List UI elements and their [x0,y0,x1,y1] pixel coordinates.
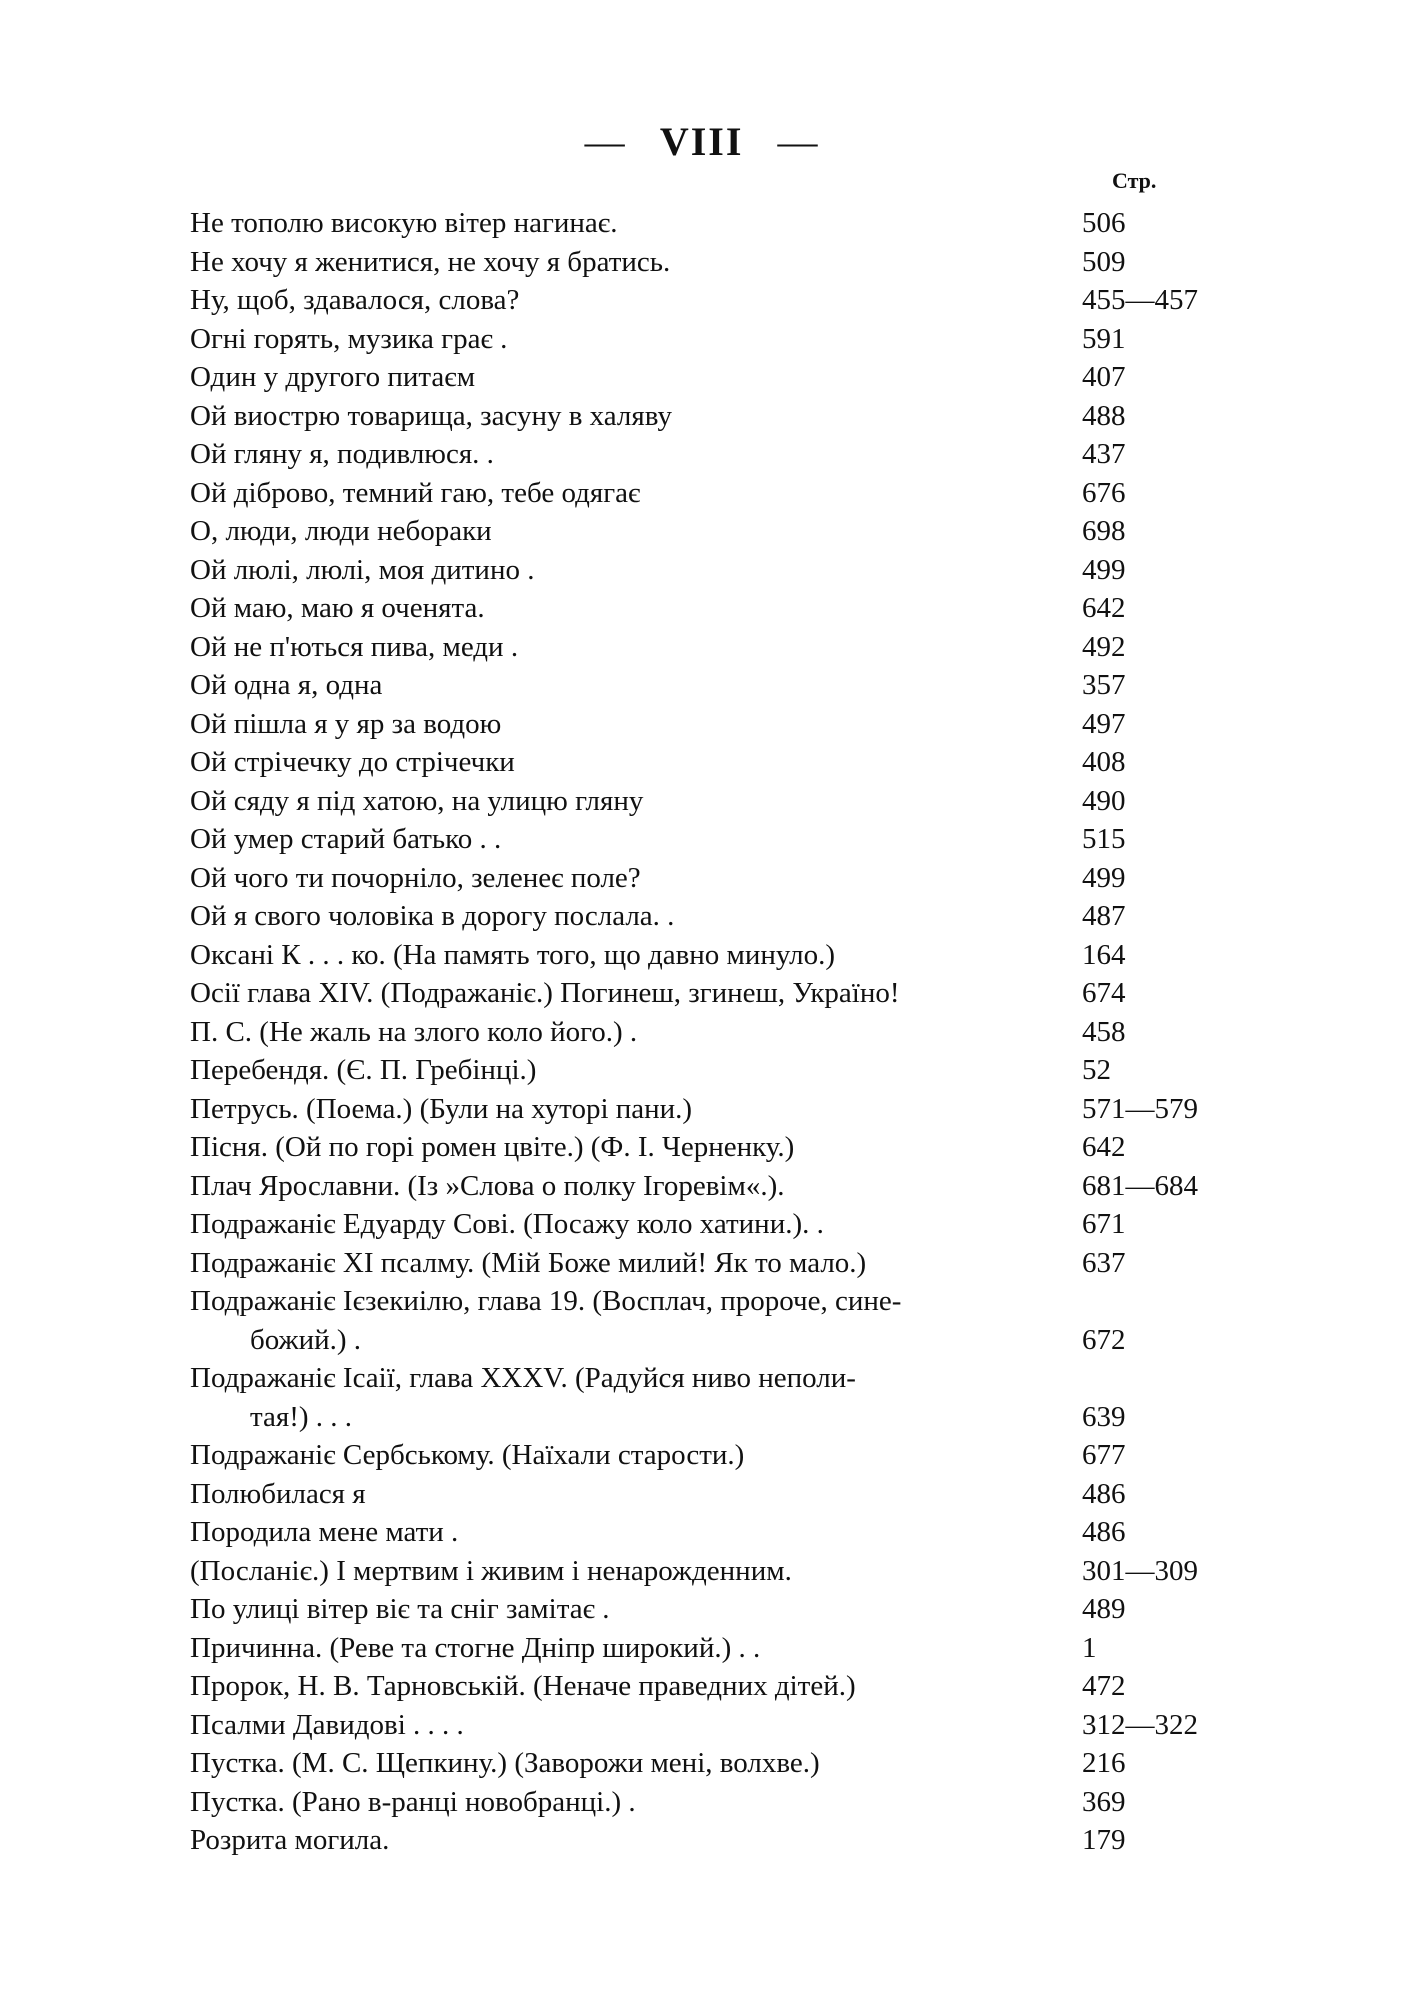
toc-entry-page-number: 407 [1082,361,1126,393]
toc-entry-page-number: 301—309 [1082,1554,1198,1587]
toc-entry-title-text: Один у другого питаєм [190,361,476,393]
toc-entry-title-text: Пустка. (М. С. Щепкину.) (Заворожи мені, волхве.) [190,1747,820,1779]
toc-entry-title-text: Пісня. (Ой по горі ромен цвіте.) (Ф. І. Черненку.) [190,1131,795,1163]
toc-entry-page-number: 455—457 [1082,284,1198,316]
toc-entry [190,666,1220,705]
table-of-contents [190,204,1220,1860]
toc-entry-title [190,474,1070,513]
toc-entry-title [190,1282,1070,1359]
toc-entry-page-number: 637 [1082,1246,1126,1279]
toc-entry-title-text: Огні горять, музика грає . [190,322,508,355]
toc-entry-title-text: Ой маю, маю я оченята. [190,592,485,624]
toc-entry-page-number: 698 [1082,515,1126,547]
toc-entry [190,1436,1220,1475]
toc-entry [190,1051,1220,1090]
page-column-heading: Стр. [1112,168,1157,193]
toc-entry-title [190,743,1070,782]
toc-entry-title-text: Ой умер старий батько . . [190,823,502,855]
toc-entry-page-number: 486 [1082,1516,1126,1548]
toc-entry-title-text: Плач Ярославни. (Із »Слова о полку Ігоревім«.). [190,1169,785,1202]
toc-entry-title [190,243,1070,282]
toc-entry-title-continuation: божий.) . [250,1323,362,1356]
toc-entry-page-number: 487 [1082,900,1126,932]
page-numeral: VIII [659,119,744,164]
toc-entry-title [190,1667,1070,1706]
toc-entry-page-number: 642 [1082,592,1126,624]
toc-entry-title-text: Ой стрічечку до стрічечки [190,746,515,778]
toc-entry [190,397,1220,436]
toc-entry-title [190,1205,1070,1244]
toc-entry-title-text: Ой не п'ються пива, меди . [190,630,519,663]
toc-entry-page-number: 408 [1082,746,1126,778]
toc-entry-page-number: 1 [1082,1631,1097,1664]
toc-entry-page-number: 312—322 [1082,1708,1198,1741]
toc-entry-title-text: Петрусь. (Поема.) (Були на хуторі пани.) [190,1092,693,1125]
toc-entry [190,435,1220,474]
toc-entry-title [190,1128,1070,1167]
toc-entry-title [190,1513,1070,1552]
toc-entry-title [190,859,1070,898]
toc-entry-page-number: 642 [1082,1131,1126,1163]
toc-entry-page-number: 681—684 [1082,1169,1198,1202]
toc-entry-title-text: Подражаніє Едуарду Сові. (Посажу коло хатини.). . [190,1208,824,1240]
toc-entry [190,974,1220,1013]
toc-entry-page-number: 515 [1082,823,1126,855]
toc-entry-title [190,1090,1070,1129]
toc-entry-title-text: Подражаніє Сербському. (Наїхали старости.) [190,1439,745,1471]
toc-entry-page-number: 179 [1082,1824,1126,1856]
toc-entry [190,1706,1220,1745]
toc-entry-title-text: Ну, щоб, здавалося, слова? [190,284,520,316]
toc-entry [190,358,1220,397]
toc-entry [190,782,1220,821]
toc-entry-title-text: (Посланіє.) І мертвим і живим і ненарожденним. [190,1554,792,1587]
toc-entry-title [190,1359,1070,1436]
toc-entry-page-number: 571—579 [1082,1092,1198,1125]
page-header [0,118,1404,165]
toc-entry [190,859,1220,898]
toc-entry-title-text: Осії глава XIV. (Подражаніє.) Погинеш, згинеш, Україно! [190,977,900,1009]
toc-entry-title [190,1244,1070,1283]
toc-entry [190,1667,1220,1706]
toc-entry-title-text: Не хочу я женитися, не хочу я братись. [190,245,671,278]
toc-entry [190,1590,1220,1629]
toc-entry-title-text: Ой одна я, одна [190,669,383,701]
toc-entry [190,1821,1220,1860]
toc-entry-title [190,204,1070,243]
toc-entry-title [190,1821,1070,1860]
toc-entry-title-text: О, люди, люди небораки [190,515,492,547]
toc-entry-title [190,1167,1070,1206]
toc-entry-page-number: 499 [1082,553,1126,586]
toc-entry-title-text: Оксані К . . . ко. (На память того, що давно минуло.) [190,938,836,971]
toc-entry-title [190,782,1070,821]
toc-entry-title-text: Полюбилася я [190,1477,366,1510]
toc-entry-title [190,551,1070,590]
toc-entry-page-number: 486 [1082,1477,1126,1510]
toc-entry-page-number: 472 [1082,1670,1126,1702]
toc-entry-title [190,358,1070,397]
toc-entry [190,1475,1220,1514]
toc-entry-page-number: 488 [1082,399,1126,432]
toc-entry-title-text: Причинна. (Реве та стогне Дніпр широкий.) . . [190,1631,761,1664]
toc-entry-title-text: Ой діброво, темний гаю, тебе одягає [190,476,641,509]
toc-entry-page-number: 591 [1082,322,1126,355]
toc-entry-title [190,1552,1070,1591]
toc-entry-title-text: Ой виострю товарища, засуну в халяву [190,399,672,432]
toc-entry [190,474,1220,513]
toc-entry-title-text: Розрита могила. [190,1824,390,1856]
toc-entry-page-number: 639 [1082,1400,1126,1433]
toc-entry-title [190,320,1070,359]
toc-entry-page-number: 490 [1082,784,1126,817]
toc-entry-title [190,1436,1070,1475]
toc-entry [190,1282,1220,1359]
toc-entry-title [190,1590,1070,1629]
toc-entry-page-number: 674 [1082,977,1126,1009]
toc-entry-page-number: 216 [1082,1747,1126,1779]
toc-entry [190,705,1220,744]
toc-entry [190,743,1220,782]
toc-entry-title [190,628,1070,667]
toc-entry [190,1090,1220,1129]
toc-entry [190,1744,1220,1783]
toc-entry [190,1359,1220,1436]
toc-entry [190,204,1220,243]
toc-entry-title-text: П. С. (Не жаль на злого коло його.) . [190,1015,638,1048]
toc-entry-title-text: Подражаніє XI псалму. (Мій Боже милий! Як то мало.) [190,1246,867,1279]
toc-entry-title [190,666,1070,705]
toc-entry-title-text: Породила мене мати . [190,1516,459,1548]
toc-entry-page-number: 671 [1082,1208,1126,1240]
toc-entry [190,589,1220,628]
header-dash-left: — [584,119,627,164]
toc-entry-page-number: 458 [1082,1015,1126,1048]
toc-entry-title-text: По улиці вітер віє та сніг замітає . [190,1593,610,1625]
toc-entry-title-text: Пророк, Н. В. Тарновській. (Неначе праведних дітей.) [190,1670,856,1702]
toc-entry-page-number: 676 [1082,476,1126,509]
toc-entry-title-text: Ой пішла я у яр за водою [190,707,502,740]
toc-entry-page-number: 677 [1082,1439,1126,1471]
toc-entry-page-number: 492 [1082,630,1126,663]
toc-entry-title [190,1013,1070,1052]
toc-entry [190,1167,1220,1206]
toc-entry-title [190,820,1070,859]
toc-entry-page-number: 357 [1082,669,1126,701]
toc-entry-title [190,281,1070,320]
toc-entry-title [190,589,1070,628]
toc-entry-title [190,1706,1070,1745]
toc-entry [190,1552,1220,1591]
toc-entry-title-text: Подражаніє Ісаії, глава XXXV. (Радуйся ниво неполи- [190,1362,856,1394]
toc-entry [190,628,1220,667]
toc-entry [190,1205,1220,1244]
toc-entry-page-number: 672 [1082,1323,1126,1356]
toc-entry-title [190,512,1070,551]
toc-entry [190,243,1220,282]
toc-entry-title-text: Ой чого ти почорніло, зеленеє поле? [190,861,641,894]
toc-entry-title-text: Перебендя. (Є. П. Гребінці.) [190,1054,537,1086]
toc-entry-title-text: Псалми Давидові . . . . [190,1708,464,1741]
toc-entry-title [190,974,1070,1013]
toc-entry-page-number: 489 [1082,1593,1126,1625]
toc-entry-title-text: Ой люлі, люлі, моя дитино . [190,553,535,586]
toc-entry [190,551,1220,590]
toc-entry-title [190,1475,1070,1514]
toc-entry [190,1013,1220,1052]
toc-entry-title-text: Ой я свого чоловіка в дорогу послала. . [190,900,675,932]
toc-entry-title-text: Не тополю високую вітер нагинає. [190,207,618,239]
toc-entry-title [190,897,1070,936]
toc-entry [190,512,1220,551]
toc-entry [190,1128,1220,1167]
toc-entry-title [190,705,1070,744]
toc-entry [190,936,1220,975]
toc-entry-title [190,1629,1070,1668]
toc-entry-title-continuation: тая!) . . . [250,1400,353,1433]
toc-entry [190,1783,1220,1822]
toc-entry [190,1629,1220,1668]
toc-entry [190,281,1220,320]
toc-entry-title-text: Подражаніє Ієзекиілю, глава 19. (Восплач, пророче, сине- [190,1285,902,1317]
header-dash-right: — [777,119,820,164]
toc-entry-title [190,1783,1070,1822]
toc-entry-title [190,936,1070,975]
toc-entry-title [190,1744,1070,1783]
toc-entry-title [190,435,1070,474]
toc-entry [190,897,1220,936]
toc-entry-title-text: Ой гляну я, подивлюся. . [190,438,494,470]
toc-entry-page-number: 509 [1082,245,1126,278]
toc-entry-page-number: 164 [1082,938,1126,971]
toc-entry-title [190,397,1070,436]
toc-entry-page-number: 52 [1082,1054,1111,1086]
toc-entry [190,320,1220,359]
toc-entry-title [190,1051,1070,1090]
toc-entry-page-number: 497 [1082,707,1126,740]
toc-entry-title-text: Пустка. (Рано в-ранці новобранці.) . [190,1785,636,1818]
toc-entry-page-number: 506 [1082,207,1126,239]
toc-entry [190,1244,1220,1283]
toc-entry-page-number: 437 [1082,438,1126,470]
toc-entry-page-number: 499 [1082,861,1126,894]
toc-entry [190,820,1220,859]
toc-entry-title-text: Ой сяду я під хатою, на улицю гляну [190,784,644,817]
toc-entry [190,1513,1220,1552]
toc-entry-page-number: 369 [1082,1785,1126,1818]
